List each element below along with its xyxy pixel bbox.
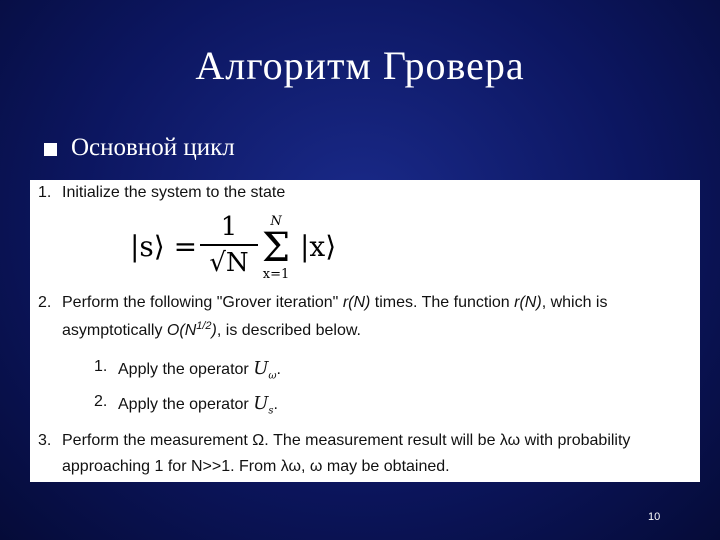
step-3-line-1: Perform the measurement Ω. The measurement result will be λω with probability [62, 432, 631, 449]
substep-1-text: Apply the operator [118, 361, 254, 378]
step-2-text-e: , which is [541, 294, 608, 311]
formula-sum [258, 214, 294, 282]
step-2-number: 2. [38, 294, 52, 311]
formula-rhs: |x⟩ [300, 230, 337, 263]
state-formula [130, 208, 370, 288]
substep-1-line: Apply the operator $U_\omega$. [118, 358, 281, 382]
substep-2-number: 2. [94, 393, 108, 410]
substep-1-number: 1. [94, 358, 108, 375]
step-3-line-2: approaching 1 for N>>1. From λω, ω may be obtained. [62, 458, 450, 475]
operator-u-s-subscript: s [268, 405, 274, 417]
substep-2-line: Apply the operator $U_s$. [118, 393, 278, 417]
step-2-big-o: O(N [166, 322, 197, 339]
step-2-line-1 [62, 294, 607, 312]
bullet-item [44, 134, 235, 162]
slide-title: Алгоритм Гровера [195, 43, 525, 88]
sum-lower-limit: x=1 [262, 267, 290, 282]
step-1-number: 1. [38, 184, 52, 201]
algorithm-panel [30, 180, 700, 482]
operator-u-s-base: U [253, 393, 269, 414]
square-bullet-icon [44, 143, 57, 156]
step-2-text-c: times. The function [370, 294, 515, 311]
fraction-bar [200, 244, 258, 246]
operator-u-omega-base: U [253, 358, 269, 379]
sum-symbol: Σ [261, 225, 291, 271]
formula-lhs: |s⟩ = [130, 230, 198, 263]
operator-u-s [253, 393, 274, 417]
step-2-described: , is described below. [216, 322, 361, 339]
page-number: 10 [648, 511, 661, 523]
formula-denominator: √N [209, 248, 249, 278]
step-2-line-2 [62, 320, 361, 340]
step-2-rn-2: r(N) [514, 294, 542, 311]
step-1-text: Initialize the system to the state [62, 184, 286, 201]
substep-2-text: Apply the operator [118, 396, 254, 413]
operator-u-omega-subscript: ω [268, 370, 277, 382]
step-2-close-paren: ) [211, 322, 217, 339]
sum-upper-limit: N [270, 214, 282, 229]
bullet-text: Основной цикл [71, 134, 235, 161]
step-3-number: 3. [38, 432, 52, 449]
formula-fraction [200, 212, 258, 278]
step-2-asym: asymptotically [62, 322, 167, 339]
step-2-rn-1: r(N) [342, 294, 371, 311]
operator-u-omega [253, 358, 277, 382]
step-2-exponent: 1/2 [196, 320, 212, 332]
formula-numerator: 1 [220, 212, 238, 242]
step-2-text-a: Perform the following "Grover iteration" [62, 294, 343, 311]
